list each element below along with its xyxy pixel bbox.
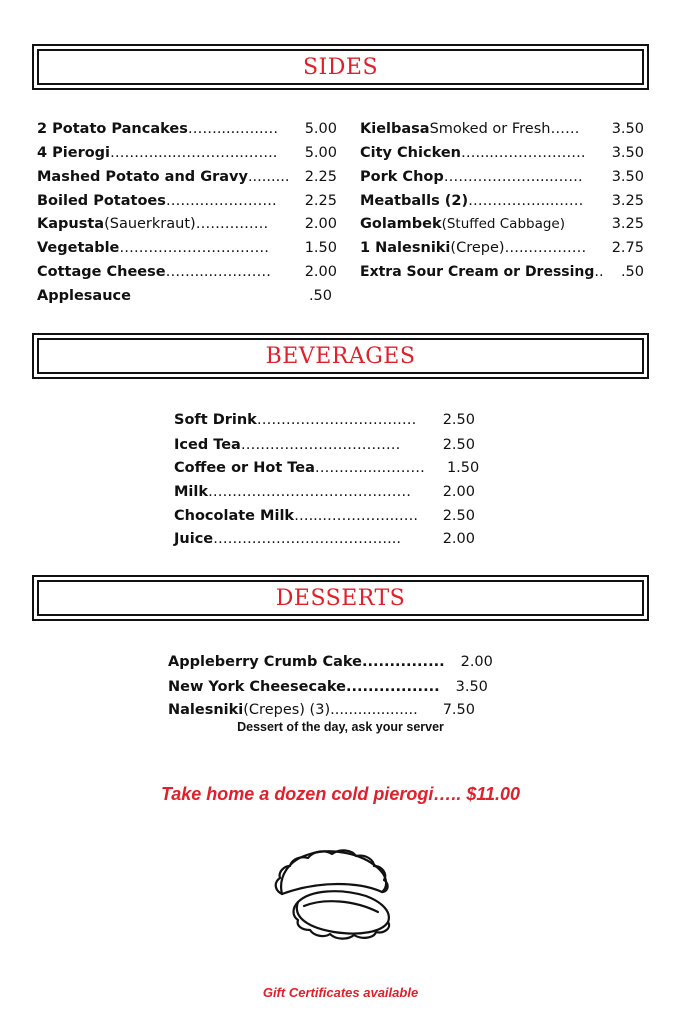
menu-item (37, 190, 337, 212)
item-price: 3.50 (455, 679, 488, 695)
item-detail: (Stuffed Cabbage) (441, 216, 565, 232)
item-name: 1 Nalesniki (360, 240, 451, 256)
menu-item (37, 261, 337, 283)
item-dots: …….....…..… (187, 121, 279, 137)
desserts-banner (32, 575, 649, 621)
item-dots: …....………………. (460, 145, 586, 161)
item-dots: …….……………. (165, 193, 277, 209)
beverages-banner (32, 333, 649, 379)
menu-item (37, 237, 337, 259)
menu-item (174, 505, 475, 527)
item-dots: …………………………………… (208, 484, 412, 500)
menu-item (37, 166, 337, 188)
item-detail: (Crepe) (450, 240, 505, 256)
menu-item (37, 213, 337, 235)
item-dots: ............... (361, 654, 445, 670)
beverages-banner-inner (37, 338, 644, 374)
item-dots: …………………………… (240, 437, 401, 453)
item-dots: …....…………...…. (294, 508, 418, 524)
menu-item (174, 481, 475, 503)
item-dots: …… (550, 121, 580, 137)
desserts-banner-inner (37, 580, 644, 616)
item-dots: ................. (345, 679, 440, 695)
menu-item (37, 285, 332, 307)
item-price: 2.25 (304, 193, 337, 209)
item-dots (131, 285, 309, 307)
menu-item (174, 457, 480, 479)
item-name: Meatballs (2) (360, 193, 469, 209)
item-dots: ……………….....…… (443, 169, 583, 185)
item-name: Extra Sour Cream or Dressing (360, 264, 595, 280)
item-name: Soft Drink (174, 412, 257, 428)
beverages-title: BEVERAGES (265, 343, 416, 369)
item-dots: ……….....………….…….. (110, 145, 278, 161)
item-name: Appleberry Crumb Cake (168, 654, 362, 670)
item-price: .50 (620, 264, 644, 280)
item-price: 1.50 (304, 240, 337, 256)
item-price: 2.75 (611, 240, 644, 256)
menu-item (168, 651, 493, 673)
item-dots: …………………………… (256, 412, 417, 428)
menu-item (360, 166, 644, 188)
item-price: 3.25 (611, 193, 644, 209)
item-name: Nalesniki (168, 702, 244, 718)
item-name: 2 Potato Pancakes (37, 121, 188, 137)
item-dots: …………………….…… (119, 240, 269, 256)
item-dots: ……....………… (165, 264, 272, 280)
item-dots: .. (594, 264, 604, 280)
item-price: 2.00 (442, 484, 475, 500)
desserts-title: DESSERTS (275, 585, 406, 611)
menu-item (168, 699, 475, 721)
item-name: Golambek (360, 216, 442, 232)
menu-item (168, 676, 488, 698)
gift-certificates-note: Gift Certificates available (262, 985, 419, 1000)
item-name: New York Cheesecake (168, 679, 346, 695)
item-name: Juice (174, 531, 214, 547)
item-price: 2.00 (304, 264, 337, 280)
item-price: 7.50 (442, 702, 475, 718)
menu-item (37, 142, 337, 164)
item-price: 2.00 (460, 654, 493, 670)
item-name: Kielbasa (360, 121, 430, 137)
menu-item (174, 434, 475, 456)
item-price: 2.50 (442, 437, 475, 453)
item-detail: Smoked or Fresh (429, 121, 551, 137)
item-dots: ......... (247, 169, 290, 185)
menu-item (360, 190, 644, 212)
menu-item (360, 237, 644, 259)
menu-item (360, 261, 644, 283)
item-price: 2.50 (442, 508, 475, 524)
item-name: Mashed Potato and Gravy (37, 169, 248, 185)
item-name: Boiled Potatoes (37, 193, 166, 209)
menu-item (360, 142, 644, 164)
item-price: 5.00 (304, 145, 337, 161)
item-price: 2.00 (442, 531, 475, 547)
item-name: City Chicken (360, 145, 461, 161)
item-dots: ……………...…… (468, 193, 584, 209)
menu-item (360, 118, 644, 140)
item-price: 2.00 (304, 216, 337, 232)
item-detail: (Sauerkraut) (104, 216, 196, 232)
item-price: 3.25 (611, 216, 644, 232)
item-price: 1.50 (446, 460, 480, 476)
item-dots: ................... (330, 702, 418, 718)
item-dots: …..………… (504, 240, 587, 256)
item-name: Kapusta (37, 216, 105, 232)
item-name: Milk (174, 484, 209, 500)
item-detail: (Crepes) (3) (243, 702, 331, 718)
item-price: 3.50 (611, 121, 644, 137)
promo-text: Take home a dozen cold pierogi….. $11.00 (160, 784, 521, 804)
menu-item (174, 409, 475, 431)
item-name: Applesauce (37, 288, 131, 304)
item-name: Vegetable (37, 240, 120, 256)
menu-item (37, 118, 337, 140)
sides-title: SIDES (302, 54, 379, 80)
item-name: 4 Pierogi (37, 145, 111, 161)
item-name: Chocolate Milk (174, 508, 295, 524)
sides-banner-inner (37, 49, 644, 85)
menu-item (360, 213, 644, 235)
item-price: 2.50 (442, 412, 475, 428)
item-dots: ………………………………... (213, 531, 401, 547)
item-price: 2.25 (304, 169, 337, 185)
item-price: .50 (308, 288, 332, 304)
item-dots: ……….....……… (314, 460, 425, 476)
menu-item (174, 528, 475, 550)
pierogi-icon (270, 842, 410, 942)
item-name: Coffee or Hot Tea (174, 460, 315, 476)
item-price: 5.00 (304, 121, 337, 137)
sides-banner (32, 44, 649, 90)
item-price: 3.50 (611, 169, 644, 185)
item-price: 3.50 (611, 145, 644, 161)
item-name: Cottage Cheese (37, 264, 166, 280)
dessert-note: Dessert of the day, ask your server (237, 720, 444, 734)
item-name: Iced Tea (174, 437, 241, 453)
item-name: Pork Chop (360, 169, 444, 185)
item-dots (565, 213, 612, 235)
item-dots: …………… (195, 216, 269, 232)
